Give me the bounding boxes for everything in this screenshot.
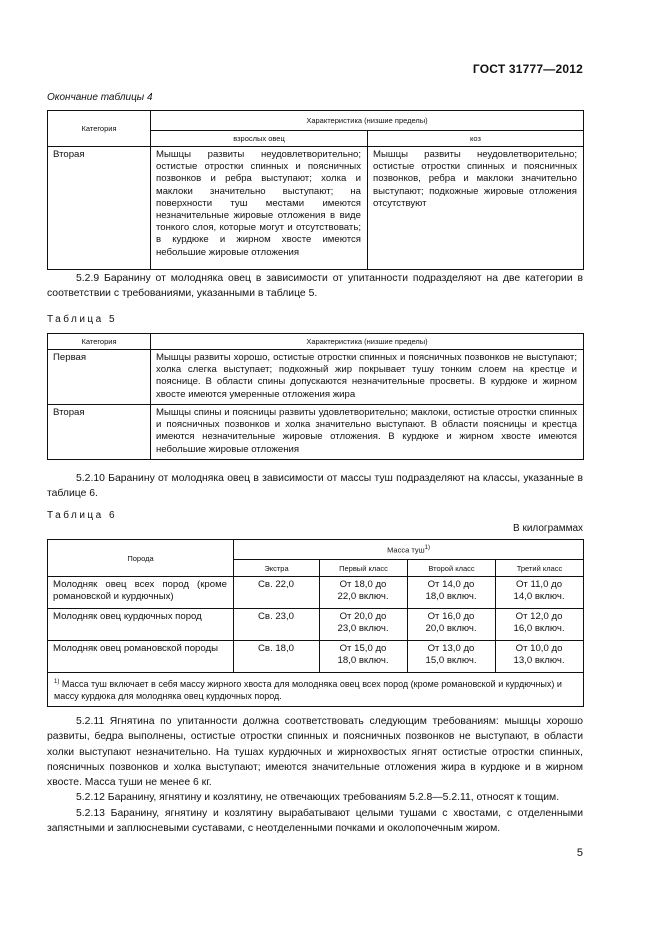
table6-row2-breed: Молодняк овец курдючных пород	[48, 609, 234, 641]
table5-row2-category: Вторая	[48, 405, 151, 460]
range-from: От 18,0 до	[339, 579, 387, 590]
table6-row3-extra: Св. 18,0	[234, 641, 320, 673]
table6-row3-first	[320, 641, 408, 673]
table4	[47, 110, 584, 270]
table6-header-mass	[234, 540, 584, 560]
paragraph-5-2-13: 5.2.13 Баранину, ягнятину и козлятину вырабатывают целыми тушами с хвостами, с отделенными запястными и заплюсневыми суставами, с неотделенными почками и околопочечным жиром.	[47, 807, 583, 835]
table4-goats-text: Мышцы развиты неудовлетворительно; остистые отростки спинных и поясничных позвонков, ребра и маклоки значительно выступают; подкожные жировые отложения отсутствуют	[368, 147, 584, 270]
range-to: 20,0 включ.	[425, 623, 477, 635]
range-to: 14,0 включ.	[513, 591, 565, 603]
table6-row2-second	[408, 609, 496, 641]
table5-caption: Таблица 5	[47, 314, 118, 325]
document-id: ГОСТ 31777—2012	[472, 62, 583, 76]
table6-row2-third	[496, 609, 584, 641]
range-from: От 11,0 до	[515, 579, 563, 590]
mass-label: Масса туш	[387, 545, 425, 555]
range-to: 16,0 включ.	[513, 623, 565, 635]
table-row	[48, 405, 584, 460]
table4-sheep-text: Мышцы развиты неудовлетворительно; остистые отростки спинных и поясничных позвонков и ребра выступают; холка и маклоки значительно выступают; на поверхности туш местами имеются незначительные жировые отложения в виде тонкого слоя, которые могут и отсутствовать; в курдюке и жирном хвосте имеются небольшие жировые отложения	[151, 147, 368, 270]
table-row	[48, 609, 584, 641]
table6-row1-third	[496, 577, 584, 609]
table6	[47, 539, 584, 707]
table6-row3-third	[496, 641, 584, 673]
range-from: От 12,0 до	[515, 611, 563, 622]
table6-row1-breed: Молодняк овец всех пород (кроме романовской и курдючных)	[48, 577, 234, 609]
table6-row1-extra: Св. 22,0	[234, 577, 320, 609]
range-to: 22,0 включ.	[337, 591, 389, 603]
range-to: 23,0 включ.	[337, 623, 389, 635]
range-from: От 14,0 до	[427, 579, 475, 590]
range-from: От 15,0 до	[339, 643, 387, 654]
paragraph-text: 5.2.9 Баранину от молодняка овец в зависимости от упитанности подразделяют на две категории в соответствии с требованиями, указанными в таблице 5.	[47, 273, 583, 300]
table-row	[48, 641, 584, 673]
range-to: 18,0 включ.	[337, 655, 389, 667]
table6-header-first: Первый класс	[320, 560, 408, 577]
footnote-mark: 1)	[54, 679, 60, 685]
table4-header-characteristic: Характеристика (низшие пределы)	[151, 111, 584, 131]
range-to: 15,0 включ.	[425, 655, 477, 667]
paragraph-5-2-11: 5.2.11 Ягнятина по упитанности должна соответствовать следующим требованиям: мышцы хорошо развиты, бедра выполнены, остистые отростки спинных и поясничных позвонков не выступают, в области холки выступают незначительно. На тушах курдючных и жирнохвостых ягнят остистые отростки спинных, поясничных позвонков и холка выступают; имеются значительные отложения жира в курдюке и в жирном хвосте. Масса туши не менее 6 кг.	[47, 716, 583, 789]
range-from: От 20,0 до	[339, 611, 387, 622]
table5-header-category: Категория	[48, 334, 151, 350]
table6-header-third: Третий класс	[496, 560, 584, 577]
table-row	[48, 673, 584, 707]
paragraph-5-2-9	[47, 271, 583, 302]
table5-row1-text: Мышцы развиты хорошо, остистые отростки спинных и поясничных позвонков не выступают; холка слегка выступает; подкожный жир покрывает тушу тонким слоем на крестце и пояснице. В области спины допускаются незначительные просветы. В курдюке и жирном хвосте имеются умеренные отложения жира	[151, 350, 584, 405]
table6-row1-first	[320, 577, 408, 609]
table-row	[48, 350, 584, 405]
table6-row3-second	[408, 641, 496, 673]
table5-row1-category: Первая	[48, 350, 151, 405]
table6-caption: Таблица 6	[47, 510, 118, 521]
range-from: От 13,0 до	[427, 643, 475, 654]
table6-row3-breed: Молодняк овец романовской породы	[48, 641, 234, 673]
table6-row2-first	[320, 609, 408, 641]
table4-header-sheep: взрослых овец	[151, 131, 368, 147]
table6-row1-second	[408, 577, 496, 609]
table4-header-category: Категория	[48, 111, 151, 147]
paragraph-text: 5.2.10 Баранину от молодняка овец в зависимости от массы туш подразделяют на классы, указанные в таблице 6.	[47, 473, 583, 500]
paragraphs-5-2-11-to-5-2-13	[47, 714, 583, 836]
table6-header-breed: Порода	[48, 540, 234, 577]
table6-header-extra: Экстра	[234, 560, 320, 577]
table6-footnote	[48, 673, 584, 707]
table-row	[48, 577, 584, 609]
range-from: От 16,0 до	[427, 611, 475, 622]
paragraph-5-2-10	[47, 471, 583, 502]
table5-header-characteristic: Характеристика (низшие пределы)	[151, 334, 584, 350]
paragraph-5-2-12: 5.2.12 Баранину, ягнятину и козлятину, не отвечающих требованиям 5.2.8—5.2.11, относят к тощим.	[76, 792, 560, 804]
table4-caption: Окончание таблицы 4	[47, 92, 153, 103]
table6-header-second: Второй класс	[408, 560, 496, 577]
table5-row2-text: Мышцы спины и поясницы развиты удовлетворительно; маклоки, остистые отростки спинных и поясничных позвонков и холка значительно выступают. В области поясницы и крестца имеются незначительные жировые отложения. В курдюке и жирном хвосте имеются небольшие жировые отложения	[151, 405, 584, 460]
table4-category: Вторая	[48, 147, 151, 270]
range-to: 18,0 включ.	[425, 591, 477, 603]
table4-header-goats: коз	[368, 131, 584, 147]
table6-row2-extra: Св. 23,0	[234, 609, 320, 641]
table5	[47, 333, 584, 460]
table-row	[48, 147, 584, 270]
range-from: От 10,0 до	[515, 643, 563, 654]
page-number: 5	[576, 847, 583, 859]
range-to: 13,0 включ.	[513, 655, 565, 667]
footnote-mark: 1)	[424, 544, 430, 551]
table6-units: В килограммах	[513, 523, 583, 534]
footnote-text: Масса туш включает в себя массу жирного хвоста для молодняка овец всех пород (кроме романовской и курдючных) и массу курдюка для молодняка овец курдючных пород.	[54, 679, 562, 701]
